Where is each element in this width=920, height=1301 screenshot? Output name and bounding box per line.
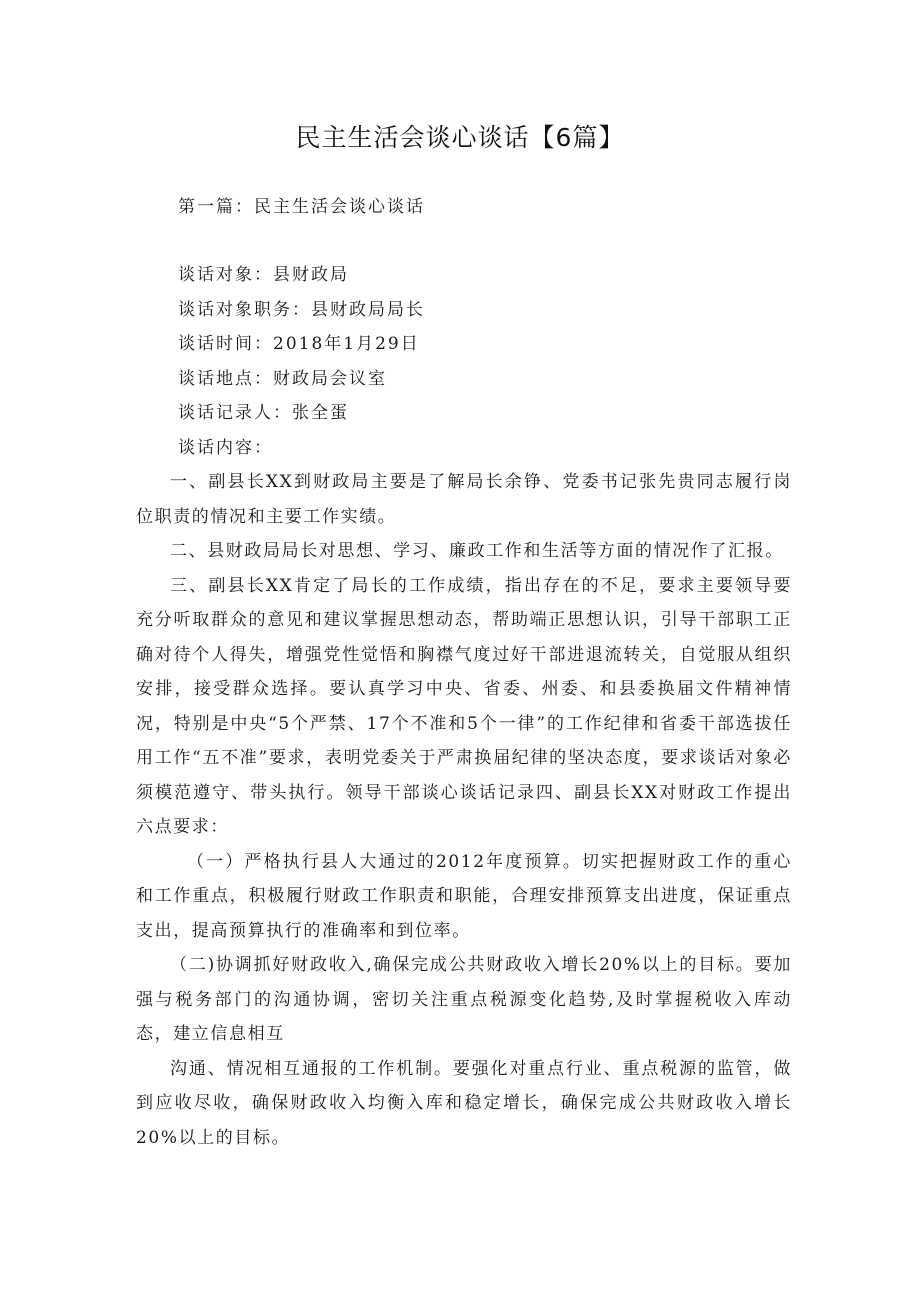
meta-line-time: 谈话时间：2018年1月29日 — [178, 334, 420, 354]
paragraph-3: 三、副县长XX肯定了局长的工作成绩，指出存在的不足，要求主要领导要充分听取群众的意见和建议掌握思想动态，帮助端正思想认识，引导干部职工正确对待个人得失，增强党性觉悟和胸襟气度过好干部进退流转关，自觉服从组织安排，接受群众选择。要认真学习中央、省委、州委、和县委换届文件精神情况，特别是中央“5个严禁、17个不准和5个一律”的工作纪律和省委干部选拔任用工作“五不准”要求，表明党委关于严肃换届纪律的坚决态度，要求谈话对象必须模范遵守、带头执行。领导干部谈心谈话记录四、副县长XX对财政工作提出六点要求： — [136, 575, 792, 837]
paragraph-4: （一）严格执行县人大通过的2012年度预算。切实把握财政工作的重心和工作重点，积极履行财政工作职责和职能，合理安排预算支出进度，保证重点支出，提高预算执行的准确率和到位率。 — [136, 851, 792, 941]
meta-line-location: 谈话地点：财政局会议室 — [178, 368, 387, 389]
meta-line-recorder: 谈话记录人：张全蛋 — [178, 403, 349, 423]
document-title: 民主生活会谈心谈话【6篇】 — [295, 123, 625, 152]
meta-line-target: 谈话对象：县财政局 — [178, 265, 349, 285]
paragraph-5: （二)协调抓好财政收入,确保完成公共财政收入增长20%以上的目标。要加强与税务部门的沟通协调，密切关注重点税源变化趋势,及时掌握税收入库动态，建立信息相互 — [136, 955, 792, 1044]
paragraph-2: 二、县财政局局长对思想、学习、廉政工作和生活等方面的情况作了汇报。 — [170, 541, 784, 561]
paragraph-1: 一、副县长XX到财政局主要是了解局长余铮、党委书记张先贵同志履行岗位职责的情况和主要工作实绩。 — [136, 472, 792, 527]
meta-line-position: 谈话对象职务：县财政局局长 — [178, 299, 425, 320]
document-body — [136, 465, 792, 1155]
paragraph-6: 沟通、情况相互通报的工作机制。要强化对重点行业、重点税源的监管，做到应收尽收，确保财政收入均衡入库和稳定增长，确保完成公共财政收入增长20%以上的目标。 — [136, 1058, 792, 1148]
meta-block — [178, 258, 425, 465]
section-heading: 第一篇：民主生活会谈心谈话 — [178, 197, 425, 217]
meta-line-content: 谈话内容： — [178, 437, 273, 458]
